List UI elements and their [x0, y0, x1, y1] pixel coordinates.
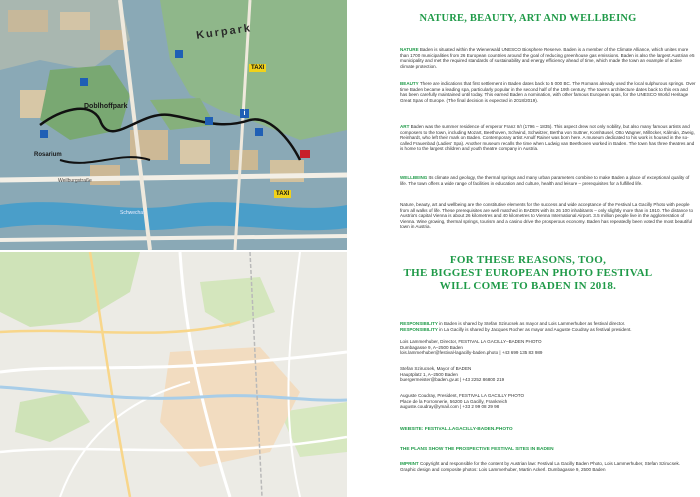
imprint-lead: IMPRINT [400, 461, 419, 466]
schwechat-label: Schwechat [120, 210, 145, 216]
weilburgstrasse-label: Weilburgstraße [58, 178, 92, 184]
contact-email-phone[interactable]: buergermeister@baden.gv.at | +43 2252 86800 219 [400, 377, 505, 383]
beauty-lead: BEAUTY [400, 81, 419, 86]
kurpark-map-graphic [0, 0, 347, 250]
info-icon: i [240, 109, 249, 118]
contact-line: Place de la Forronnerie, 56200 La Gacilly, Frankreich [400, 398, 508, 404]
contact-line: Hauptplatz 1, A–2500 Baden [400, 371, 458, 377]
map-column [0, 0, 347, 497]
contact-email-phone[interactable]: lois.lammerhuber@festival-lagacilly-baden.photo | +43 699 135 83 989 [400, 350, 543, 356]
street-map-graphic [0, 252, 347, 497]
contact-line: Dumbagasse 9, A–2500 Baden [400, 344, 463, 350]
festival-heading-line-1: FOR THESE REASONS, TOO, [449, 254, 607, 266]
beauty-paragraph [400, 81, 696, 103]
text-column [360, 0, 696, 497]
nature-paragraph [400, 47, 696, 69]
responsibility-text-baden: in Baden is shared by Stefan Szirucsek as mayor and Lois Lammerhuber as festival director. [439, 321, 626, 326]
imprint-text: Copyright and responsible for the content by Austrian law: Festival La Gacilly Baden Photo, Lois Lammerhuber, Stefan Szirucsek. Graphic design and composite photos: Lois Lammerhuber, Martin Ackerl. Dumbagasse 9, 2500 Baden [400, 461, 681, 472]
doblhoffpark-label: Doblhoffpark [84, 103, 128, 110]
festival-heading-line-3: WILL COME TO BADEN IN 2018. [439, 280, 617, 292]
nature-text: Baden is situated within the Wienerwald UNESCO Biosphere Reserve. Baden is a member of the Climate Alliance, which unites more than 1700 municipalities from 26 European countries around the goal of reducing greenhouse gas emissions. Baden is also the largest Austrian e5 municipality and met the required standards of sustainability and energy efficiency ahead of time, which made the town an example of active climate protection. [400, 47, 695, 69]
responsibility-block [400, 321, 696, 332]
taxi-sign-top: TAXI [251, 65, 265, 71]
kurpark-label: Kurpark [195, 22, 253, 42]
nature-lead: NATURE [400, 47, 419, 52]
contact-line: Lois Lammerhuber, Director, FESTIVAL LA GACILLY–BADEN PHOTO [400, 339, 542, 344]
contact-line: Auguste Coudray, President, FESTIVAL LA GACILLY PHOTO [400, 393, 525, 398]
festival-heading-line-2: THE BIGGEST EUROPEAN PHOTO FESTIVAL [403, 267, 653, 279]
beauty-text: There are indications that first settlement in Baden dates back to 5 000 BC. The Romans already used the local sulphurous springs. Over time Baden became a leading spa, particularly popular in the second half of the 19th century. The town's architecture dates back to this era and has been carefully maintained until today. This earned Baden a nomination, with other famous European spas, for the UNESCO World Heritage Great Spas of Europe. (The final decision is expected in 2018/2019). [400, 81, 696, 103]
responsibility-lagacilly [400, 327, 696, 333]
art-text: Baden was the summer residence of emperor Franz II/I (1796 – 1835). This aspect drew not only nobility, but also many famous artists and composers to the town, including Mozart, Beethoven, Schwind, Schwitzer, Bertha von Suttner, Komhäusel, Otto Wagner, Millöcker, Kálmán, Zweig, Reinhardt, who left their mark on Baden. Contemporary artist Arnulf Rainer was born here. A museum dedicated to his work is housed in the so-called Frauenbad (Ladies' Spa). Another museum recalls the time when Ludwig van Beethoven worked in Baden. The town has three theatres and is home to the largest children and youth theatre company in Austria. [400, 124, 695, 152]
contact-szirucsek [400, 366, 696, 383]
plans-caption: THE PLANS SHOW THE PROSPECTIVE FESTIVAL SITES IN BADEN [400, 447, 554, 452]
responsibility-lead-baden: RESPONSIBILITY [400, 321, 438, 326]
contact-email-phone[interactable]: auguste.coudray@ymail.com | +33 2 99 08 29 98 [400, 404, 500, 410]
imprint-paragraph [400, 461, 696, 472]
kurpark-photo-map [0, 0, 347, 250]
contact-lammerhuber [400, 339, 696, 356]
column-gutter [347, 0, 355, 497]
baden-street-map [0, 252, 347, 497]
wellbeing-text: Its climate and geology, the thermal springs and many urban parameters combine to make Baden a place of exceptional quality of life. The town offers a wide range of facilities in education and culture, health and leisure – prerequisites for a fulfilled life. [400, 175, 690, 186]
art-lead: ART [400, 124, 410, 129]
page-title: NATURE, BEAUTY, ART AND WELLBEING [419, 13, 637, 24]
website-link[interactable]: WEBSITE: FESTIVAL.LAGACILLY-BADEN.PHOTO [400, 427, 513, 432]
taxi-sign-bottom: TAXI [276, 191, 290, 197]
wellbeing-paragraph [400, 175, 696, 186]
wellbeing-lead: WELLBEING [400, 175, 428, 180]
contact-line: Stefan Szirucsek, Mayor of BADEN [400, 366, 472, 371]
rosarium-label: Rosarium [34, 152, 62, 158]
contact-coudray [400, 393, 696, 410]
closing-paragraph: Nature, beauty, art and wellbeing are the constitutive elements for the success and wide acceptance of the Festival La Gacilly Photo with people from all walks of life. These prerequisites are well matched in BADEN with its 26 100 inhabitants – only slightly more than in 1910. The distance to Austria's capital Vienna is about 26 kilometres and 40 kilometres to Vienna International Airport. 3.5 million people live in the agglomeration of Vienna. Wine growing, thermal springs, tourism and a casino drive the prosperous economy. Baden has repeatedly been voted the most beautiful town in Austria. [400, 202, 694, 230]
responsibility-lead-lagacilly: RESPONSIBILITY [400, 326, 438, 332]
art-paragraph [400, 124, 696, 152]
festival-heading [360, 254, 696, 293]
responsibility-text-lagacilly: in La Gacilly is shared by Jacques Rocher as mayor and Auguste Coudray as festival president. [439, 326, 632, 332]
